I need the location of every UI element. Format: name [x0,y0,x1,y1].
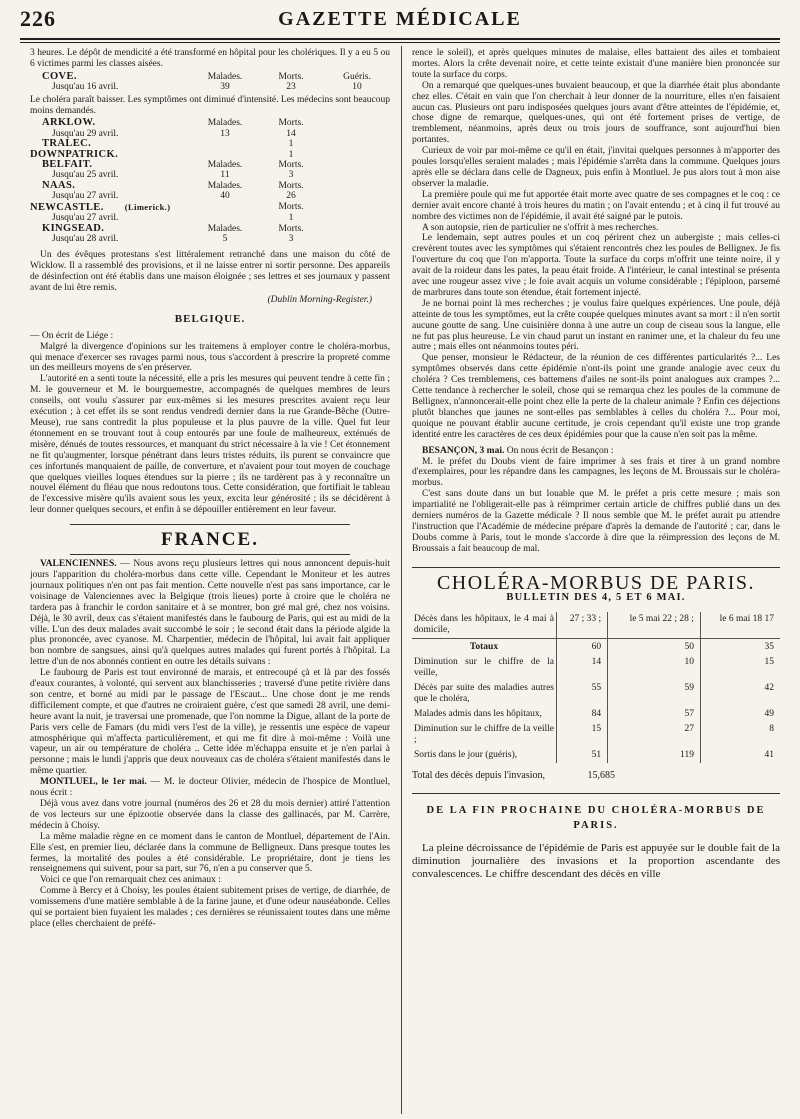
stat-value: 3 [288,170,294,181]
cell: 51 [557,748,608,763]
bulletin-title: BULLETIN DES 4, 5 ET 6 MAI. [506,591,686,603]
table-row [412,748,780,763]
besancon-paragraph: C'est sans doute dans un but louable que M. le préfet a pris cette mesure ; mais son impartialité ne l'obligerait-elle pas à réimprimer certain article de chiffres publié dans un des derniers numéros de la Gazette médicale ? Il nous semble que M. le préfet aurait pu attendre l'instruction que l'Académie de médecine prépare d'après la demande de l'autorité ; car, dans le Doubs comme à Paris, tout le monde s'accorde à dire que la réimpression des leçons de M. Broussais a fait beaucoup de mal. [412,489,780,554]
right-paragraph: Que penser, monsieur le Rédacteur, de la réunion de ces différentes particularités ?... Les symptômes observés dans cette épidémie n'ont-ils point une grande analogie avec ceux du choléra ? Ces tremblemens, ces battemens d'ailes ne sont-ils point analogues aux crampes ?... Cette tendance à rechercher le soleil, chose qui se remarqua chez les poules de la commune de Bellignex, n'annoncerait-elle point chez elle la perte de la chaleur animale ? Enfin ces déjections plutôt blanches que jaunes ne sont-elles pas semblables à celles du choléra ?... Pour moi, quoique ne pouvant établir aucune certitude, je crois cependant qu'il existe une trop grande identité entre les caractères de ces deux épidémies pour que la cause n'en soit pas la même. [412,353,780,440]
valenciennes-paragraph: Le faubourg de Paris est tout environné de marais, et entrecoupé çà et là par des fossés d'eaux courantes, à volonté, qui servent aux blanchisseries ; traversé d'une petite rivière dans son centre, et borné au midi par le passage de l'Escaut... Une chose dont je me rends difficilement compte, et que d'autres ne croiraient guère, c'est que samedi 28 avril, une demi-heure avant la nuit, je traversai une promenade, que l'on nomme la Digue, allant de la porte de Paris vers celle de Famars (du midi vers l'est de la ville), je ressentis une espèce de vapeur atmosphérique qui m'affecta particulièrement, et qui me fit dire à moi-même : Voilà une vapeur, un air ou température de choléra .. Cette idée m'échappa ensuite et je n'en parlai à personne ; mais le lundi j'appris que deux nouveaux cas de choléra s'étaient manifestés dans le même quartier. [30,668,390,777]
intro-paragraph: 3 heures. Le dépôt de mendicité a été transformé en hôpital pour les cholériques. Il y a eu 5 ou 6 victimes parmi les classes aisées. [30,48,390,69]
montluel-paragraph: Voici ce que l'on remarquait chez ces animaux : [40,875,221,886]
cell: le 6 mai 18 17 [700,612,780,639]
cell: 57 [608,707,701,722]
date-label: Jusqu'au 25 avril. [52,170,119,181]
col-header: Morts. [278,160,304,171]
valenciennes-paragraph [30,559,390,668]
dateline: MONTLUEL, le 1er mai. [40,777,147,788]
place-name: BELFAIT. [42,159,93,171]
dateline: VALENCIENNES. [40,559,117,570]
paragraph-text: — Nous avons reçu plusieurs lettres qui nous annoncent depuis-huit jours l'apparition du choléra-morbus dans cette ville. Cependant le Moniteur et les autres journaux politiques n'en ont pas fait mention. Cette nouvelle n'est pas sans importance, car le voisinage de Valenciennes avec la Belgique (trois lieues) porte à croire que le choléra ne tardera pas à franchir le cordon sanitaire et à se montrer, bon gré mal gré, chez nos voisins. Déjà, le 30 avril, deux cas s'étaient manifestés dans le faubourg de Paris, qui est au midi de la ville. L'un des deux malades avait succombé le soir ; le second était dans la période algide la plus prononcée, avec cyanose. M. Charpentier, médecin de l'hôpital, lui avait fait appliquer bon nombre de sangsues, ainsi qu'à quelques autres malades qui furent portés à l'hôpital. La lettre d'un de nos abonnés contient en outre les détails suivans : [30,559,390,668]
cell: 35 [700,638,780,655]
stat-value: 1 [288,139,294,150]
article-title: DE LA FIN PROCHAINE DU CHOLÉRA-MORBUS DE [426,805,766,817]
montluel-paragraph: Déjà vous avez dans votre journal (numéros des 26 et 28 du mois dernier) attiré l'attention de vos lecteurs sur une épizootie observée dans la classe des gallinacés, par M. Carrère, médecin à Choisy. [30,799,390,831]
stat-value: 1 [288,213,294,224]
cell: 27 ; 33 ; [557,612,608,639]
row-label: Totaux [469,641,499,652]
newspaper-title: GAZETTE MÉDICALE [278,8,522,30]
cell: 10 [608,655,701,681]
right-paragraph: On a remarqué que quelques-unes buvaient beaucoup, et que la diarrhée était plus abondante chez elles. C'était en vain que l'on cherchait à leur donner de la nourriture, elles n'en faisaient aucun cas. Plusieurs ont paru indisposées quelques jours avant d'être atteintes de l'épidémie, et, chose digne de remarque, quelques-unes, qui ont été fortement prises de vertige, de tremblement, néanmoins, après deux ou trois jours de souffrance, sont aujourd'hui bien portantes. [412,80,780,146]
right-paragraph: Curieux de voir par moi-même ce qu'il en était, j'invitai quelques personnes à m'apporter des poules lorsqu'elles seraient malades ; mais l'épidémie s'arrêta dans la commune. Quelques jours après elle se déclara dans celle de Dagneux, puis enfin à Montluel. Je pus alors tout à mon aise observer la maladie. [412,146,780,189]
table-row [412,655,780,681]
masthead [20,6,780,32]
liege-lead: — On écrit de Liége : [30,330,114,341]
stat-value: 1 [288,149,294,160]
row-label: Sortis dans le jour (guéris), [414,749,518,760]
table-row [412,681,780,707]
place-name: NEWCASTLE. [30,201,104,213]
place-note: (Limerick.) [124,201,171,212]
stat-value: 40 [220,191,230,202]
place-name: NAAS. [42,179,76,191]
total-line [412,771,780,782]
stat-value: 26 [286,191,296,202]
section-separator [70,524,350,525]
place-name: COVE. [42,70,77,82]
montluel-paragraph: La même maladie règne en ce moment dans le canton de Montluel, département de l'Ain. Elle s'est, en premier lieu, déclarée dans la commune de Belligneux. Dans presque toutes les fermes, la mortalité des poules a été considérable. Le propriétaire, dont je tiens les renseignemens qui suivent, pour sa part, sur 76, n'en a pu conserver que 5. [30,831,390,875]
place-name: KINGSEAD. [42,222,105,234]
stat-value: 11 [220,170,230,181]
cell: 60 [557,638,608,655]
stat-value: 13 [220,128,230,139]
right-column [412,48,780,1114]
eveques-paragraph: Un des évêques protestans s'est littéralement retranché dans une maison du côté de Wicklow. Il a rassemblé des provisions, et il ne laisse entrer ni sortir personne. Des appareils de désinfection ont été établis dans une maison éloignée ; ses lettres et ses journaux y passent avant de lui être remis. [30,250,390,294]
bulletin-header-row [412,612,780,639]
left-column [30,48,390,1114]
belgique-paragraph: L'autorité en a senti toute la nécessité, elle a pris les mesures qui peuvent tendre à cette fin ; M. le gouverneur et M. le bourguemestre, accompagnés de quelques membres de leurs conseils, ont voulu s'assurer par eux-mêmes si les mesures prescrites avaient reçu leur exécution ; à cet effet ils se sont rendus vendredi dernier dans la rue Grande-Bêche (Outre-Meuse), rue sans contredit la plus populeuse et la plus pauvre de la ville. Quel fut leur étonnement en se trouvant tout à coup entourés par une foule de malheureux, exténués de misère, dénués de toutes ressources, et manquant du strict nécessaire à la vie ! Cet étonnement ne fit qu'augmenter, lorsque pénétrant dans leurs tristes réduits, ils purent se convaincre que ces infortunés manquaient de paille, de converture, et n'avaient pour tout moyen de couchage que quelques vieilles loques étendues sur la pierre ; ils ne tardèrent pas à y reconnaître un nouvel élément du fléau que nous redoutons tous. Cette considération, que fortifiait le tableau de l'excessive misère qu'ils avaient sous les yeux, excita leur générosité ; ils se décidèrent à leur donner quelques secours, et enfin à se dépouiller entièrement en leur faveur. [30,374,390,516]
cell: 84 [557,707,608,722]
stat-value: 23 [286,82,296,93]
place-name: TRALEC. [42,138,92,150]
column-divider [401,46,402,1114]
row-label: Diminution sur le chiffre de la veille ; [414,723,554,745]
col-header: Morts. [278,118,304,129]
col-header: Malades. [207,180,243,191]
section-title-france: FRANCE. [161,529,259,551]
source-credit: (Dublin Morning-Register.) [267,294,372,305]
date-label: Jusqu'au 16 avril. [52,82,119,93]
right-paragraph: Le lendemain, sept autres poules et un coq périrent chez un aubergiste ; mais celles-ci crevèrent toutes avec les symptômes qui s'étaient rencontrés chez les poules de Bellignex. Je fis l'ouverture du coq que l'on m'apporta. Toute la surface du corps m'offrit une teinte noire, il y avait de la roideur dans les pates, la peau était froide. A l'intérieur, le canal intestinal se présenta avec une rougeur assez vive ; le foie avait acquis un volume considérable ; l'épiploon, parsemé de marbrures dans toute son étendue, était fortement injecté. [412,233,780,298]
belgique-paragraph: Malgré la divergence d'opinions sur les traitemens à employer contre le choléra-morbus, qui menace d'exercer ses ravages parmi nous, tous s'accordent à prescrire la propreté comme un des meilleurs moyens de s'en préserver. [30,341,390,374]
table-row [412,638,780,655]
montluel-paragraph [30,777,390,799]
table-row [412,722,780,748]
cell: 55 [557,681,608,707]
cholera-title: CHOLÉRA-MORBUS DE PARIS. [436,571,756,594]
paragraph-text: — M. le docteur Olivier, médecin de l'hospice de Montluel, nous écrit : [30,777,390,799]
section-title-belgique: BELGIQUE. [174,312,246,325]
date-label: Jusqu'au 27 avril. [52,191,119,202]
article-subtitle: PARIS. [573,820,619,832]
col-header: Malades. [207,160,243,171]
col-header: Malades. [207,71,243,82]
stat-value: 3 [288,233,294,244]
cell: 27 [608,722,701,748]
col-header: Malades. [207,223,243,234]
date-label: Jusqu'au 29 avril. [52,128,119,139]
date-label: Jusqu'au 28 avril. [52,233,119,244]
total-value: 15,685 [587,769,616,781]
total-label: Total des décès depuis l'invasion, [412,769,546,781]
cell: 41 [700,748,780,763]
stats-cove [30,72,390,93]
cell: 15 [700,655,780,681]
col-header: Morts. [278,201,304,212]
table-row [412,707,780,722]
section-separator [412,567,780,568]
col-header: Morts. [278,71,304,82]
cell: 49 [700,707,780,722]
col-header: Guéris. [343,71,371,82]
row-label: Malades admis dans les hôpitaux, [414,708,542,719]
cove-note: Le choléra paraît baisser. Les symptômes ont diminué d'intensité. Les médecins sont beaucoup moins demandés. [30,94,390,116]
header-rule [20,38,780,40]
stat-value: 14 [286,128,296,139]
section-separator [412,793,780,794]
bulletin-table [412,612,780,763]
stat-value: 10 [352,82,362,93]
header-rule-thin [20,42,780,43]
place-name: ARKLOW. [42,117,96,129]
cell: 50 [608,638,701,655]
right-paragraph: rence le soleil), et après quelques minutes de malaise, elles battaient des ailes et tombaient mortes. Alors la crête devenait noire, et cette teinte existait d'une manière bien prononcée sur toute la surface du corps. [412,48,780,80]
cell: le 5 mai 22 ; 28 ; [608,612,701,639]
stats-arklow [30,118,390,244]
row-label: Décès dans les hôpitaux, le 4 mai à domicile, [412,612,557,639]
cell: 119 [608,748,701,763]
stat-value: 39 [220,82,230,93]
right-paragraph: La première poule qui me fut apportée était morte avec quatre de ses compagnes et le coq : ce dernier avait encore chanté à trois heures du matin ; on l'avait entendu ; et à cinq il fut trouvé au nombre des victimes non de l'épidémie, il avait été saigné par le putois. [412,189,780,222]
paragraph-text: On nous écrit de Besançon : [504,445,614,456]
dateline: BESANÇON, 3 mai. [422,445,505,456]
section-separator [70,554,350,555]
cell: 42 [700,681,780,707]
col-header: Morts. [278,223,304,234]
row-label: Décès par suite des maladies autres que le choléra, [414,682,554,704]
besancon-paragraph: M. le préfet du Doubs vient de faire imprimer à ses frais et tirer à un grand nombre d'exemplaires, pour les répandre dans les campagnes, les leçons de M. Broussais sur le choléra-morbus. [412,456,780,489]
article-paragraph: La pleine décroissance de l'épidémie de Paris est appuyée sur le double fait de la diminution journalière des invasions et la proportion ascendante des convalescences. Le chiffre descendant des décès en ville [412,842,780,881]
place-name: DOWNPATRICK. [30,148,119,160]
besancon-paragraph [412,446,780,457]
cell: 14 [557,655,608,681]
cell: 15 [557,722,608,748]
montluel-paragraph: Comme à Bercy et à Choisy, les poules étaient subitement prises de vertige, de diarrhée, de vomissemens d'une matière semblable à de la farine jaune, et d'une odeur nauséabonde. Celles qui se portaient bien fuyaient les malades ; ces dernières se réunissaient toutes dans une même place (elles cherchaient de préfé- [30,886,390,929]
date-label: Jusqu'au 27 avril. [52,213,119,224]
cell: 8 [700,722,780,748]
page-number: 226 [20,6,56,31]
col-header: Morts. [278,180,304,191]
stat-value: 5 [222,233,228,244]
col-header: Malades. [207,118,243,129]
cell: 59 [608,681,701,707]
right-paragraph: Je ne bornai point là mes recherches ; je voulus faire quelques expériences. Une poule, déjà atteinte de tous les symptômes, eut la crête coupée quelques minutes avant sa mort : il n'en sortit aucune goutte de sang. Une cuisinière donna à une autre un coup de ciseau sous la langue, elle ne fut pas plus heureuse. Le vin chaud parut un instant en ranimer une, et la chaleur du feu une autre ; mais elles ont néanmoins toutes péri. [412,298,780,353]
right-paragraph: A son autopsie, rien de particulier ne s'offrit à mes recherches. [422,222,659,233]
row-label: Diminution sur le chiffre de la veille, [414,656,554,678]
